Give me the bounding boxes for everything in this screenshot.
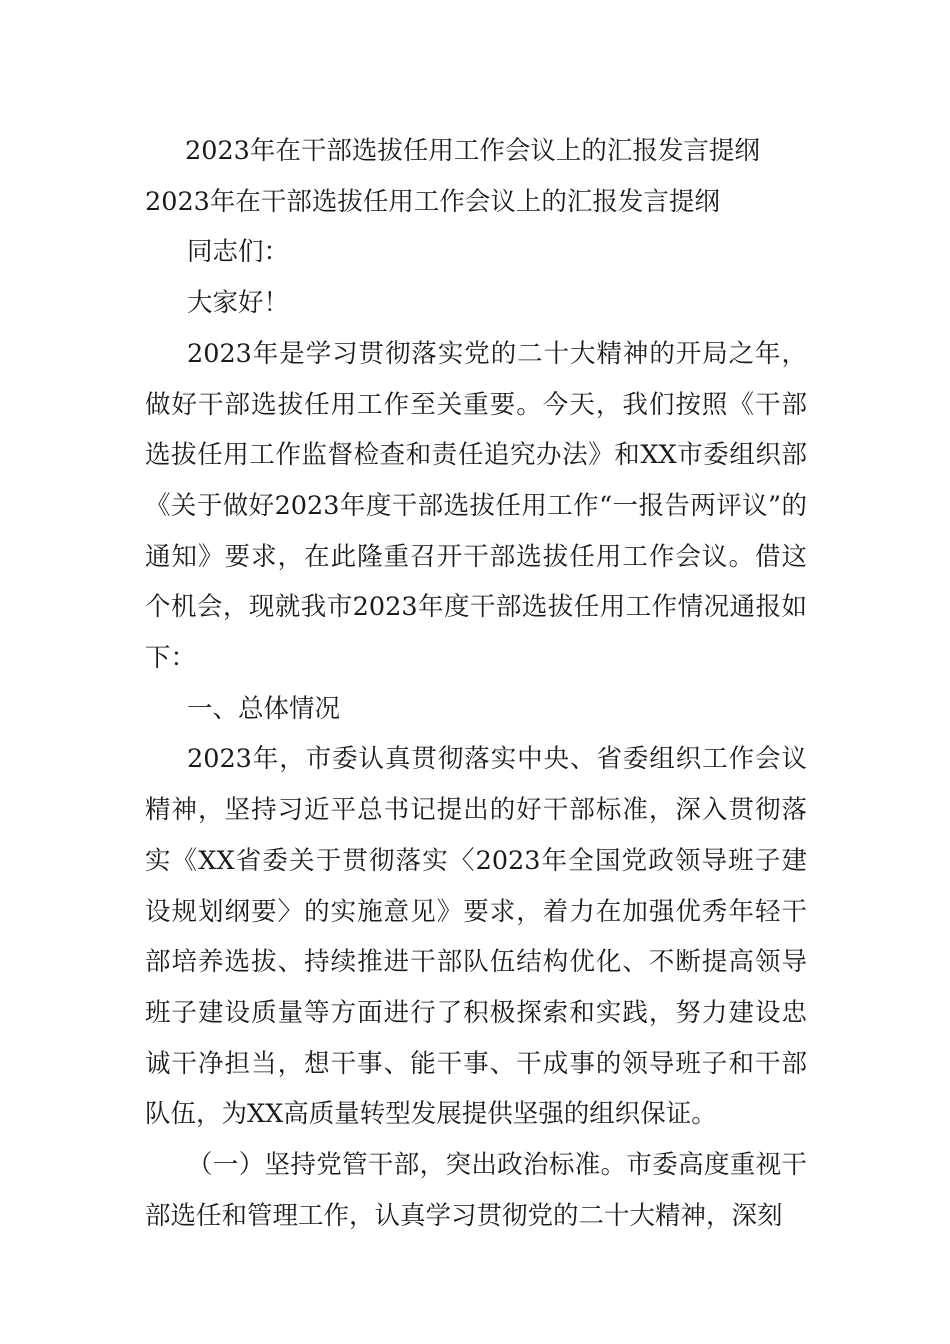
subsection-paragraph: （一）坚持党管干部，突出政治标准。市委高度重视干部选任和管理工作，认真学习贯彻党的二十大精神，深刻 — [145, 1150, 807, 1231]
salutation: 同志们： — [187, 237, 290, 268]
greeting: 大家好！ — [187, 288, 290, 319]
document-title: 2023年在干部选拔任用工作会议上的汇报发言提纲 — [185, 136, 760, 166]
document-body — [145, 126, 807, 1241]
section-heading-overall: 一、总体情况 — [187, 693, 341, 724]
document-subtitle: 2023年在干部选拔任用工作会议上的汇报发言提纲 — [145, 186, 720, 217]
intro-paragraph: 2023年是学习贯彻落实党的二十大精神的开局之年，做好干部选拔任用工作至关重要。今天，我们按照《干部选拔任用工作监督检查和责任追究办法》和XX市委组织部《关于做好2023年度干部选拔任用工作“一报告两评议”的通知》要求，在此隆重召开干部选拔任用工作会议。借这个机会，现就我市2023年度干部选拔任用工作情况通报如下： — [145, 338, 807, 674]
overall-paragraph: 2023年，市委认真贯彻落实中央、省委组织工作会议精神，坚持习近平总书记提出的好干部标准，深入贯彻落实《XX省委关于贯彻落实〈2023年全国党政领导班子建设规划纲要〉的实施意见》要求，着力在加强优秀年轻干部培养选拔、持续推进干部队伍结构优化、不断提高领导班子建设质量等方面进行了积极探索和实践，努力建设忠诚干净担当，想干事、能干事、干成事的领导班子和干部队伍，为XX高质量转型发展提供坚强的组织保证。 — [145, 744, 807, 1130]
